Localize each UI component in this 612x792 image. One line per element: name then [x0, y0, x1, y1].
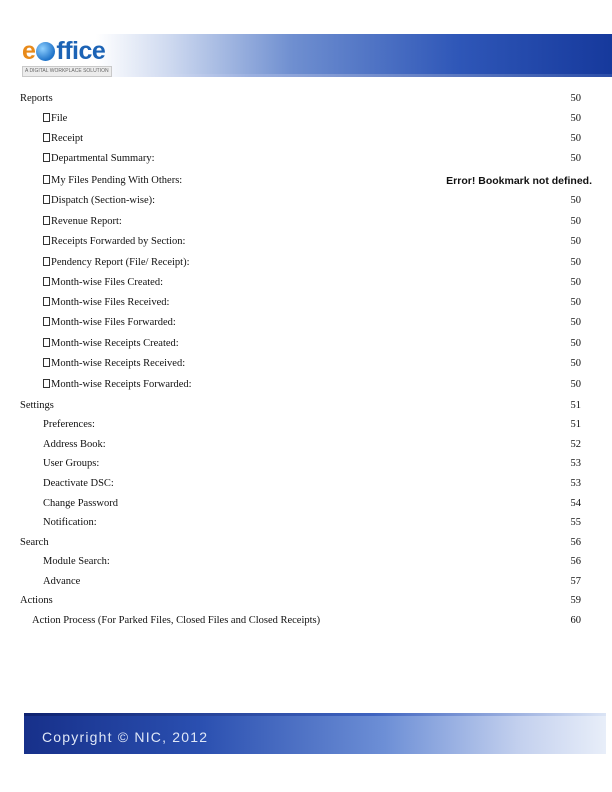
toc-entry-page: 50	[570, 93, 581, 104]
toc-entry[interactable]	[0, 476, 612, 492]
toc-entry-label	[43, 554, 110, 570]
toc-entry-page: 52	[570, 439, 581, 450]
toc-entry-label	[43, 173, 182, 189]
toc-entry-text: Month-wise Files Created:	[51, 277, 163, 288]
toc-entry-label	[43, 193, 155, 209]
missing-glyph-box-icon	[43, 379, 50, 388]
logo-globe-icon	[36, 42, 55, 61]
toc-entry-text: Month-wise Receipts Forwarded:	[51, 379, 192, 390]
toc-entry-text: Preferences:	[43, 419, 95, 430]
toc-entry-page: 50	[570, 358, 581, 369]
toc-entry-label	[43, 496, 118, 512]
toc-entry-label	[20, 91, 53, 107]
toc-entry-text: Month-wise Files Forwarded:	[51, 317, 176, 328]
toc-entry-text: Pendency Report (File/ Receipt):	[51, 257, 190, 268]
toc-entry[interactable]	[0, 131, 612, 147]
toc-entry[interactable]	[0, 613, 612, 629]
toc-entry-page: 53	[570, 478, 581, 489]
logo-wordmark	[22, 36, 105, 66]
toc-entry[interactable]	[0, 255, 612, 271]
missing-glyph-box-icon	[43, 338, 50, 347]
logo-tagline: A DIGITAL WORKPLACE SOLUTION	[22, 66, 112, 77]
toc-entry-page: 57	[570, 576, 581, 587]
toc-entry[interactable]	[0, 535, 612, 551]
toc-entry-text: File	[51, 113, 68, 124]
toc-entry-page: 50	[570, 195, 581, 206]
toc-entry-page: 50	[570, 257, 581, 268]
page-footer	[24, 716, 606, 754]
toc-entry[interactable]	[0, 398, 612, 414]
toc-entry-page: 50	[570, 379, 581, 390]
toc-entry[interactable]	[0, 214, 612, 230]
toc-entry-page: 50	[570, 133, 581, 144]
toc-entry-text: Module Search:	[43, 556, 110, 567]
toc-entry-text: Departmental Summary:	[51, 153, 155, 164]
toc-entry-text: Advance	[43, 576, 81, 587]
toc-entry-text: Deactivate DSC:	[43, 478, 114, 489]
missing-glyph-box-icon	[43, 358, 50, 367]
toc-entry-page: 50	[570, 113, 581, 124]
toc-entry[interactable]	[0, 111, 612, 127]
toc-entry-page: 56	[570, 537, 581, 548]
toc-entry[interactable]	[0, 336, 612, 352]
toc-entry-text: Receipts Forwarded by Section:	[51, 236, 186, 247]
toc-entry-label	[43, 356, 185, 372]
toc-entry-page: 59	[570, 595, 581, 606]
toc-entry-text: Actions	[20, 595, 53, 606]
toc-entry-label	[43, 131, 83, 147]
toc-entry[interactable]	[0, 377, 612, 393]
toc-entry-text: Change Password	[43, 498, 118, 509]
missing-glyph-box-icon	[43, 216, 50, 225]
toc-entry-page: 50	[570, 153, 581, 164]
toc-entry-label	[43, 574, 80, 590]
toc-entry-label	[43, 437, 106, 453]
missing-glyph-box-icon	[43, 153, 50, 162]
toc-entry-page: 51	[570, 400, 581, 411]
toc-entry[interactable]	[0, 193, 612, 209]
toc-entry-label	[43, 214, 122, 230]
missing-glyph-box-icon	[43, 297, 50, 306]
toc-entry[interactable]	[0, 275, 612, 291]
logo-rest: ffice	[56, 37, 106, 65]
toc-entry[interactable]	[0, 356, 612, 372]
toc-entry[interactable]	[0, 437, 612, 453]
toc-entry-text: Reports	[20, 93, 53, 104]
toc-entry-text: Revenue Report:	[51, 216, 122, 227]
toc-entry-label	[43, 417, 95, 433]
toc-entry[interactable]	[0, 554, 612, 570]
toc-entry-label	[43, 255, 190, 271]
toc-entry-text: Search	[20, 537, 49, 548]
toc-entry-text: Month-wise Files Received:	[51, 297, 170, 308]
toc-entry-page: 53	[570, 458, 581, 469]
toc-entry-label	[43, 295, 169, 311]
missing-glyph-box-icon	[43, 113, 50, 122]
toc-entry-label	[32, 613, 320, 629]
missing-glyph-box-icon	[43, 175, 50, 184]
toc-entry[interactable]	[0, 151, 612, 167]
toc-entry-label	[43, 111, 67, 127]
missing-glyph-box-icon	[43, 236, 50, 245]
toc-entry[interactable]	[0, 234, 612, 250]
missing-glyph-box-icon	[43, 133, 50, 142]
toc-entry[interactable]	[0, 574, 612, 590]
toc-entry[interactable]	[0, 456, 612, 472]
toc-entry-text: Action Process (For Parked Files, Closed Files and Closed Receipts)	[32, 615, 321, 626]
toc-entry-label	[20, 398, 54, 414]
toc-entry-label	[43, 476, 114, 492]
toc-entry-label	[43, 515, 97, 531]
toc-entry-label	[20, 535, 49, 551]
toc-entry-label	[43, 336, 179, 352]
toc-entry[interactable]	[0, 496, 612, 512]
toc-entry-label	[43, 234, 185, 250]
toc-entry-page: 60	[570, 615, 581, 626]
toc-entry-page: 50	[570, 297, 581, 308]
toc-entry-text: Address Book:	[43, 439, 106, 450]
toc-entry-text: Dispatch (Section-wise):	[51, 195, 156, 206]
missing-glyph-box-icon	[43, 257, 50, 266]
toc-entry-error: Error! Bookmark not defined.	[446, 175, 592, 187]
toc-entry-text: Month-wise Receipts Received:	[51, 358, 186, 369]
toc-entry[interactable]	[0, 91, 612, 107]
toc-entry-page: 51	[570, 419, 581, 430]
footer-copyright: Copyright © NIC, 2012	[42, 729, 209, 745]
missing-glyph-box-icon	[43, 317, 50, 326]
logo-e: e	[22, 37, 36, 65]
toc-entry-page: 54	[570, 498, 581, 509]
toc-entry-text: My Files Pending With Others:	[51, 175, 183, 186]
toc-entry-label	[43, 456, 99, 472]
toc-entry-page: 50	[570, 236, 581, 247]
page-header	[0, 34, 612, 80]
toc-entry-page: 50	[570, 277, 581, 288]
toc-entry-page: 50	[570, 216, 581, 227]
toc-entry-page: 50	[570, 317, 581, 328]
eoffice-logo	[20, 36, 112, 76]
toc-entry[interactable]	[0, 295, 612, 311]
toc-entry-label	[43, 315, 176, 331]
toc-entry-page: 55	[570, 517, 581, 528]
toc-entry-label	[20, 593, 53, 609]
toc-entry-text: Month-wise Receipts Created:	[51, 338, 179, 349]
toc-entry-text: Notification:	[43, 517, 97, 528]
toc-entry-text: Settings	[20, 400, 54, 411]
toc-entry-label	[43, 151, 155, 167]
toc-entry-text: User Groups:	[43, 458, 100, 469]
toc-entry-label	[43, 377, 192, 393]
toc-entry[interactable]	[0, 593, 612, 609]
toc-entry[interactable]	[0, 417, 612, 433]
toc-entry[interactable]	[0, 173, 612, 189]
missing-glyph-box-icon	[43, 195, 50, 204]
header-banner	[96, 34, 612, 74]
missing-glyph-box-icon	[43, 277, 50, 286]
toc-entry[interactable]	[0, 315, 612, 331]
toc-entry[interactable]	[0, 515, 612, 531]
toc-entry-label	[43, 275, 163, 291]
toc-entry-text: Receipt	[51, 133, 84, 144]
toc-entry-page: 50	[570, 338, 581, 349]
toc-entry-page: 56	[570, 556, 581, 567]
